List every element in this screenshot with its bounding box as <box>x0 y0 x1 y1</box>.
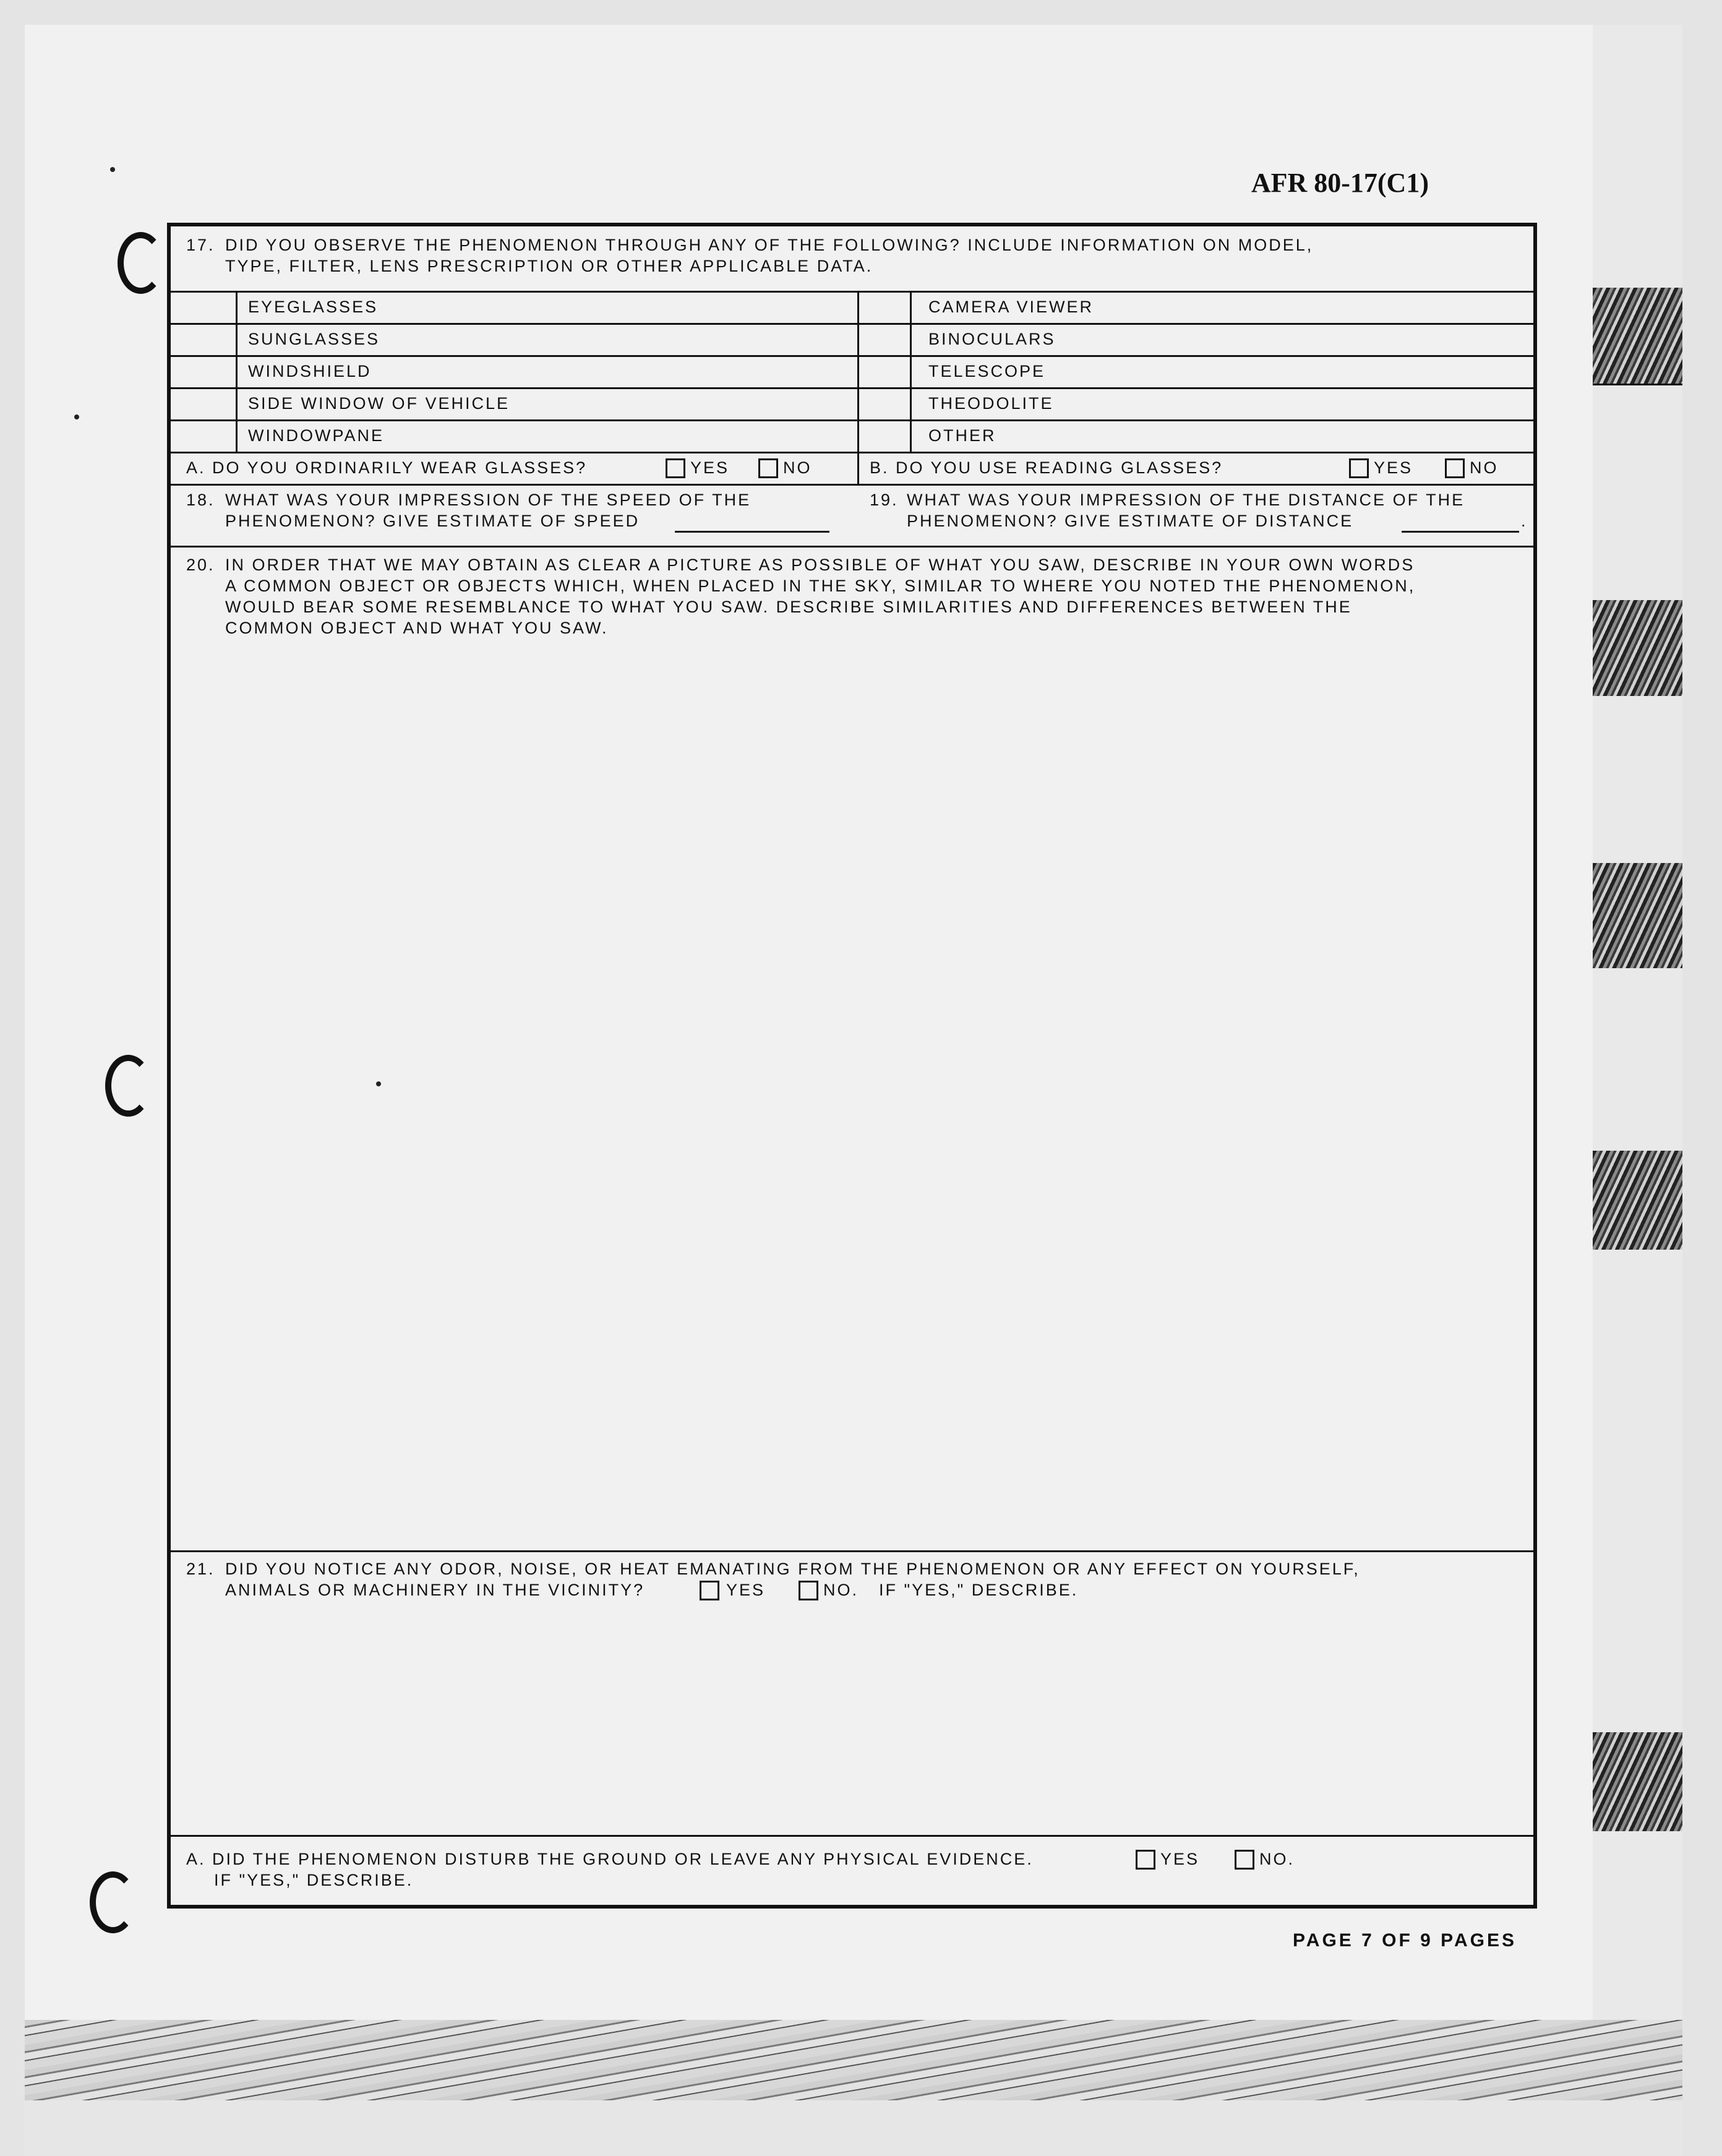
divider <box>171 419 1533 421</box>
q20-prompt-line1: IN ORDER THAT WE MAY OBTAIN AS CLEAR A PICTURE AS POSSIBLE OF WHAT YOU SAW, DESCRIBE IN YOUR OWN WORDS <box>225 556 1415 574</box>
item-side-window: SIDE WINDOW OF VEHICLE <box>248 394 510 413</box>
q21-no-checkbox[interactable] <box>799 1581 818 1600</box>
item-binoculars: BINOCULARS <box>928 330 1056 348</box>
q17-number: 17. <box>186 236 215 254</box>
scan-margin <box>25 2100 1682 2156</box>
q21-yes-label: YES <box>726 1581 766 1599</box>
q17a-no-label: NO <box>783 458 812 477</box>
item-eyeglasses: EYEGLASSES <box>248 298 379 316</box>
q20-prompt-line3: WOULD BEAR SOME RESEMBLANCE TO WHAT YOU SAW. DESCRIBE SIMILARITIES AND DIFFERENCES BETWEEN THE <box>225 598 1352 616</box>
q21-prompt-line2: ANIMALS OR MACHINERY IN THE VICINITY? <box>225 1581 645 1599</box>
q17a-yes-checkbox[interactable] <box>666 458 685 478</box>
checkbox-column-divider <box>236 291 238 452</box>
punch-hole-mark <box>118 232 164 294</box>
q18-prompt-line1: WHAT WAS YOUR IMPRESSION OF THE SPEED OF THE <box>225 491 752 509</box>
q17a-no-checkbox[interactable] <box>758 458 778 478</box>
column-divider <box>857 291 859 484</box>
q19-number: 19. <box>870 491 899 509</box>
q21-number: 21. <box>186 1560 215 1578</box>
q17a-yes-label: YES <box>690 458 730 477</box>
q19-prompt-line1: WHAT WAS YOUR IMPRESSION OF THE DISTANCE OF THE <box>907 491 1465 509</box>
q20-prompt-line2: A COMMON OBJECT OR OBJECTS WHICH, WHEN PLACED IN THE SKY, SIMILAR TO WHERE YOU NOTED THE PHENOMENON, <box>225 577 1416 595</box>
scan-artifact <box>1593 288 1682 385</box>
q21a-prompt-line2: IF "YES," DESCRIBE. <box>214 1871 414 1889</box>
divider <box>171 1835 1533 1837</box>
scan-artifact <box>1593 600 1682 696</box>
q17-prompt-line1: DID YOU OBSERVE THE PHENOMENON THROUGH ANY OF THE FOLLOWING? INCLUDE INFORMATION ON MODEL, <box>225 236 1314 254</box>
item-sunglasses: SUNGLASSES <box>248 330 380 348</box>
item-telescope: TELESCOPE <box>928 362 1046 380</box>
scan-noise-band <box>25 2020 1682 2100</box>
item-windshield: WINDSHIELD <box>248 362 372 380</box>
q21a-no-checkbox[interactable] <box>1235 1850 1254 1870</box>
q17b-prompt: B. DO YOU USE READING GLASSES? <box>870 458 1223 477</box>
scan-artifact <box>1593 1151 1682 1250</box>
scan-artifact <box>1593 863 1682 968</box>
q21a-answer-area[interactable] <box>171 1897 1533 1905</box>
q21a-yes-checkbox[interactable] <box>1136 1850 1155 1870</box>
divider <box>171 546 1533 548</box>
q17b-no-label: NO <box>1470 458 1499 477</box>
q21a-no-label: NO. <box>1259 1850 1295 1868</box>
divider <box>171 291 1533 293</box>
q19-prompt-line2: PHENOMENON? GIVE ESTIMATE OF DISTANCE <box>907 512 1354 530</box>
q20-answer-area[interactable] <box>171 647 1533 1550</box>
dust-speck <box>74 414 79 419</box>
divider <box>171 387 1533 389</box>
divider <box>171 484 1533 486</box>
divider <box>171 355 1533 357</box>
q21-describe-instruction: IF "YES," DESCRIBE. <box>879 1581 1079 1599</box>
q17b-no-checkbox[interactable] <box>1445 458 1465 478</box>
checkbox-column-divider <box>910 291 912 452</box>
item-other: OTHER <box>928 426 996 445</box>
dust-speck <box>110 167 115 172</box>
q17b-yes-label: YES <box>1374 458 1413 477</box>
q20-number: 20. <box>186 556 215 574</box>
q17-prompt-line2: TYPE, FILTER, LENS PRESCRIPTION OR OTHER APPLICABLE DATA. <box>225 257 873 275</box>
q21a-yes-label: YES <box>1160 1850 1200 1868</box>
divider <box>171 452 1533 453</box>
punch-hole-mark <box>90 1871 136 1933</box>
item-camera-viewer: CAMERA VIEWER <box>928 298 1094 316</box>
item-theodolite: THEODOLITE <box>928 394 1054 413</box>
q20-prompt-line4: COMMON OBJECT AND WHAT YOU SAW. <box>225 619 609 637</box>
sighting-questionnaire-form <box>167 223 1537 1909</box>
q17b-yes-checkbox[interactable] <box>1349 458 1369 478</box>
speed-estimate-field[interactable] <box>675 512 829 533</box>
scan-artifact <box>1593 1732 1682 1831</box>
q21-prompt-line1: DID YOU NOTICE ANY ODOR, NOISE, OR HEAT EMANATING FROM THE PHENOMENON OR ANY EFFECT ON YOURSELF, <box>225 1560 1360 1578</box>
q19-period: . <box>1521 512 1528 530</box>
divider <box>171 1550 1533 1552</box>
divider <box>171 323 1533 325</box>
q21a-prompt-line1: A. DID THE PHENOMENON DISTURB THE GROUND OR LEAVE ANY PHYSICAL EVIDENCE. <box>186 1850 1034 1868</box>
q21-yes-checkbox[interactable] <box>700 1581 719 1600</box>
regulation-number: AFR 80-17(C1) <box>1251 168 1429 198</box>
q21-answer-area[interactable] <box>171 1609 1533 1835</box>
q17a-prompt: A. DO YOU ORDINARILY WEAR GLASSES? <box>186 458 588 477</box>
item-windowpane: WINDOWPANE <box>248 426 384 445</box>
q18-prompt-line2: PHENOMENON? GIVE ESTIMATE OF SPEED <box>225 512 640 530</box>
q18-number: 18. <box>186 491 215 509</box>
q21-no-label: NO. <box>823 1581 859 1599</box>
distance-estimate-field[interactable] <box>1402 512 1519 533</box>
punch-hole-mark <box>105 1055 152 1117</box>
page-number: PAGE 7 OF 9 PAGES <box>1293 1930 1517 1951</box>
